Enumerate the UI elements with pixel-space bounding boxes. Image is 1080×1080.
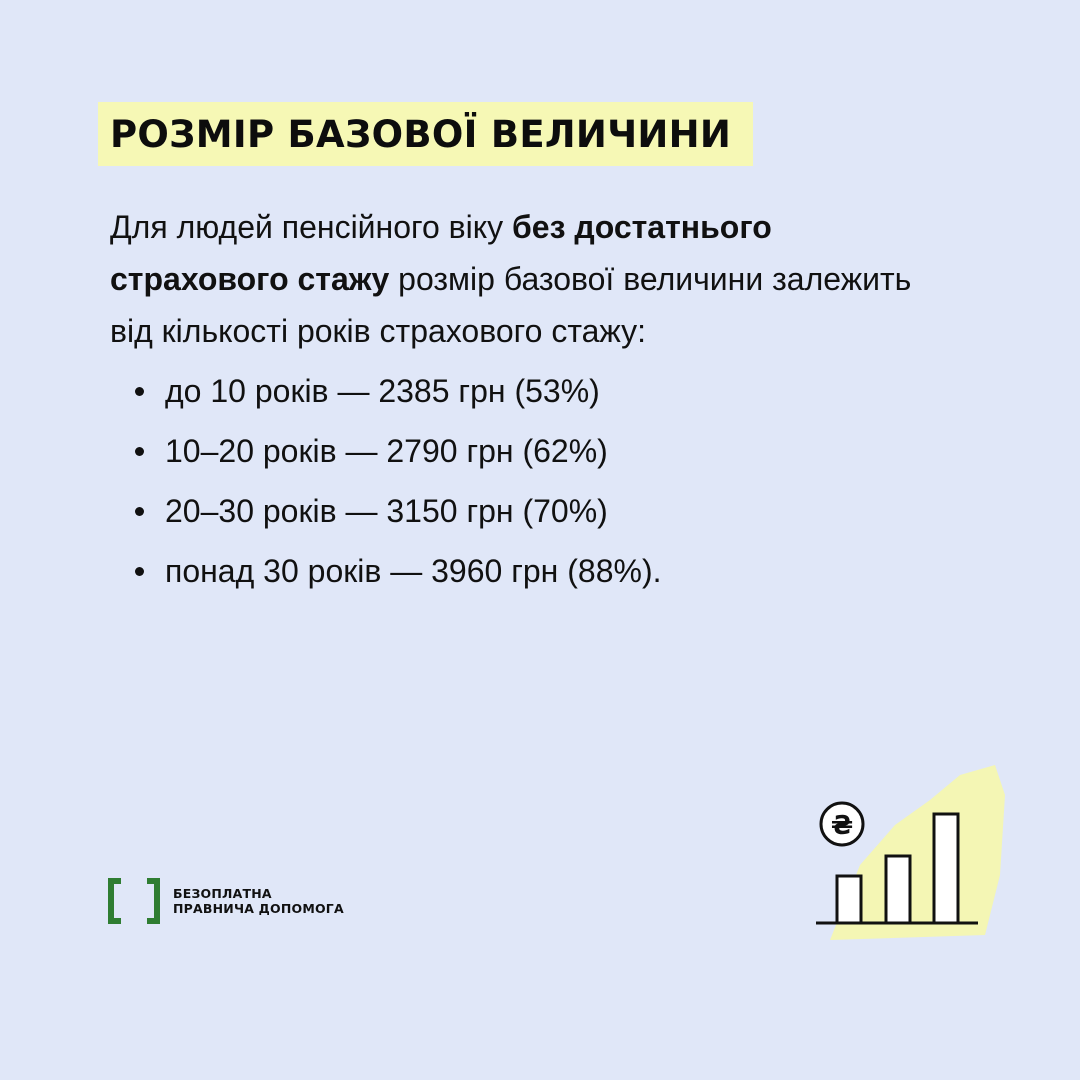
intro-text-end: розмір базової величини залежить від кількості років страхового стажу: [110,261,912,349]
list-item-text: 10–20 років — 2790 грн (62%) [165,433,608,469]
chart-bar-tall [934,814,958,923]
logo-text [173,886,344,916]
list-item-text: понад 30 років — 3960 грн (88%). [165,553,662,589]
bullet-icon [135,387,144,396]
title-highlight [98,102,753,166]
chart-bar-small [837,876,861,923]
growth-chart-illustration [800,755,1010,960]
bullet-icon [135,567,144,576]
bullet-icon [135,507,144,516]
intro-paragraph [110,201,930,357]
list-item [135,541,661,601]
chart-bar-medium [886,856,910,923]
list-item [135,421,661,481]
intro-text-start: Для людей пенсійного віку [110,209,513,245]
list-item [135,361,661,421]
hryvnia-symbol: ₴ [830,811,854,841]
list-item-text: до 10 років — 2385 грн (53%) [165,373,600,409]
organization-logo [108,878,344,924]
bullet-icon [135,447,144,456]
logo-line-2: ПРАВНИЧА ДОПОМОГА [173,901,344,916]
logo-line-1: БЕЗОПЛАТНА [173,886,272,901]
list-item [135,481,661,541]
list-item-text: 20–30 років — 3150 грн (70%) [165,493,608,529]
bracket-logo-icon [108,878,160,924]
page-title: РОЗМІР БАЗОВОЇ ВЕЛИЧИНИ [110,113,732,156]
intro-bold-text: без достатнього страхового стажу [110,209,772,297]
amount-list [135,361,661,601]
bar-chart-growth-icon [800,755,1010,955]
